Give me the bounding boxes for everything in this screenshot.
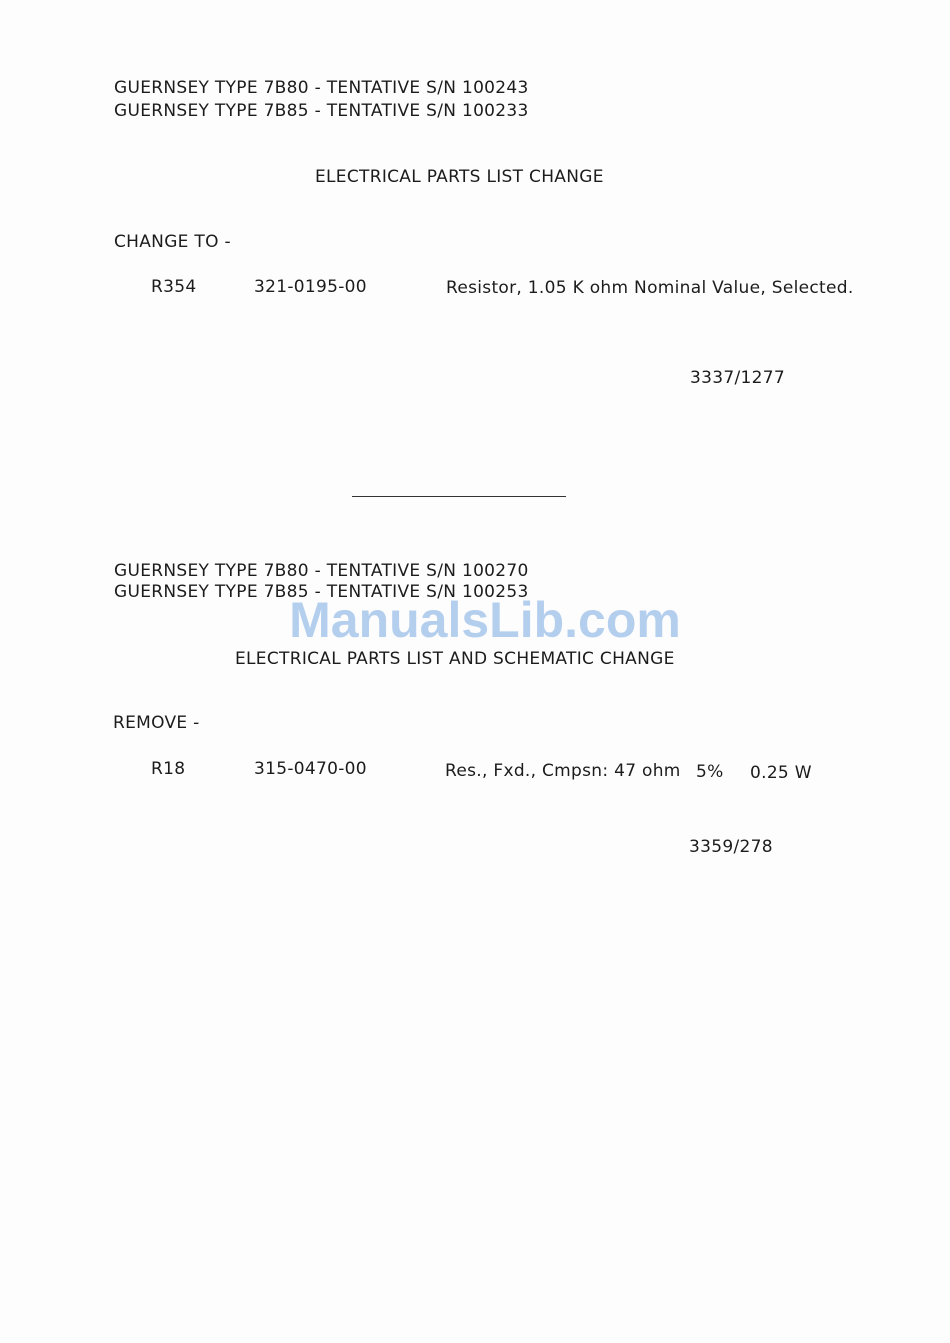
section2-header-line-1: GUERNSEY TYPE 7B80 - TENTATIVE S/N 100270 (114, 561, 529, 581)
section2-action: REMOVE - (113, 713, 200, 733)
section1-part-number: 321-0195-00 (254, 277, 367, 297)
section1-header-line-2: GUERNSEY TYPE 7B85 - TENTATIVE S/N 100233 (114, 101, 529, 121)
section2-code: 3359/278 (689, 837, 773, 857)
section2-title: ELECTRICAL PARTS LIST AND SCHEMATIC CHANGE (235, 649, 675, 669)
section2-part-description: Res., Fxd., Cmpsn: 47 ohm (445, 761, 681, 781)
section2-part-power: 0.25 W (750, 763, 812, 783)
section1-header-line-1: GUERNSEY TYPE 7B80 - TENTATIVE S/N 100243 (114, 78, 529, 98)
section2-header-line-2: GUERNSEY TYPE 7B85 - TENTATIVE S/N 100253 (114, 582, 529, 602)
section1-title: ELECTRICAL PARTS LIST CHANGE (315, 167, 604, 187)
section-divider (352, 496, 566, 497)
section1-part-ref: R354 (151, 277, 197, 297)
section2-part-ref: R18 (151, 759, 186, 779)
section2-part-number: 315-0470-00 (254, 759, 367, 779)
section1-code: 3337/1277 (690, 368, 785, 388)
section1-action: CHANGE TO - (114, 232, 231, 252)
watermark: ManualsLib.com (289, 592, 681, 648)
section2-part-tolerance: 5% (696, 762, 724, 782)
section1-part-description: Resistor, 1.05 K ohm Nominal Value, Selected. (446, 278, 854, 298)
